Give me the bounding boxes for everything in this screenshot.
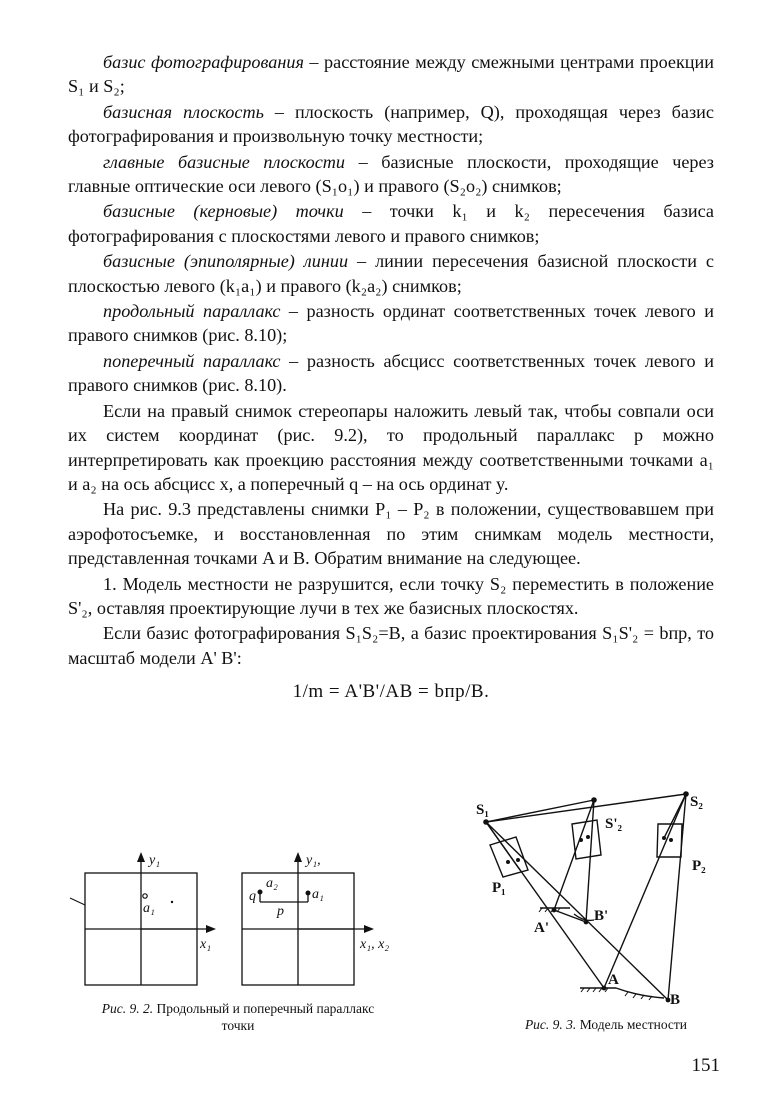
photo-base-line (486, 794, 686, 822)
label-p: p (277, 904, 284, 919)
point-Bprime (584, 920, 589, 925)
term: базис фотографирования (103, 52, 304, 72)
label-S2: S₂ (690, 794, 703, 810)
projection-base-line (486, 800, 594, 822)
label-B: B (670, 992, 681, 1008)
label-y1-right: y₁, (306, 853, 321, 868)
term: главные базисные плоскости (103, 151, 346, 172)
paragraph-6 (68, 299, 714, 348)
label-a1-right: a₁ (312, 887, 324, 902)
caption-number: Рис. 9. 2. (101, 1001, 154, 1016)
definition: – базисные плоскости, проходящие через главные оптические оси левого (S₁o₁) и правого (S₂o₂) снимков; (68, 151, 714, 197)
point-Aprime (552, 908, 557, 913)
scale-formula: 1/m = A'B'/AB = bпр/B. (292, 681, 490, 703)
point-a2-dot (258, 890, 263, 895)
paragraph-10: 1. Модель местности не разрушится, если точку S₂ переместить в положение S'₂, оставляя проектирующие лучи в тех же базисных плоскостях. (68, 573, 714, 618)
caption-text: Модель местности (579, 1017, 688, 1032)
caption-text: Продольный и поперечный параллакс точки (156, 1001, 375, 1033)
paragraph-3 (68, 150, 714, 199)
label-P1: P₁ (492, 880, 506, 896)
arrow-right-icon (364, 925, 374, 933)
figure-9-3-caption (476, 1016, 736, 1033)
definition: – линии пересечения базисной плоскости с плоскостью левого (k₁a₁) и правого (k₂a₂) снимков; (68, 251, 714, 296)
label-x1: x₁ (200, 937, 212, 952)
definition: – расстояние между смежными центрами проекции S₁ и S₂; (68, 52, 714, 97)
point-a1-dot (306, 891, 311, 896)
definition: – разность абсцисс соответственных точек левого и правого снимков (рис. 8.10). (68, 350, 714, 396)
arrow-up-icon (137, 852, 145, 862)
definition: – плоскость (например, Q), проходящая через базис фотографирования и произвольную точку местности; (68, 101, 714, 147)
term: базисные (керновые) точки (103, 201, 344, 222)
term: продольный параллакс (103, 301, 281, 322)
label-a1-left: a₁ (143, 901, 155, 916)
term: базисная плоскость (103, 101, 264, 122)
label-x1-x2: x₁, x₂ (360, 937, 390, 952)
paragraph-7 (68, 349, 714, 398)
label-Bprime: B' (594, 908, 609, 924)
label-y1: y₁ (149, 853, 161, 868)
label-a2: a₂ (266, 876, 278, 891)
term: базисные (эпиполярные) линии (103, 251, 349, 272)
paragraph-2 (68, 100, 714, 149)
figure-terrain-model (468, 782, 728, 1022)
definition: – разность ординат соответственных точек левого и правого снимков (рис. 8.10); (68, 301, 714, 346)
page-number: 151 (691, 1055, 720, 1076)
point-S2prime (591, 797, 597, 803)
label-Aprime: A' (534, 920, 549, 936)
label-A: A (608, 972, 619, 988)
label-S1: S₁ (476, 802, 489, 818)
label-S2prime: S'₂ (605, 816, 623, 832)
paragraph-1 (68, 50, 714, 99)
body-text (68, 50, 714, 705)
figure-9-2-caption (88, 1000, 388, 1034)
paragraph-9: На рис. 9.3 представлены снимки P₁ – P₂ в положении, существовавшем при аэрофотосъемке, и восстановленная по этим снимкам модель местности, представленная точками A и B. Обратим внимание на следующее. (68, 499, 714, 569)
paragraph-11: Если базис фотографирования S₁S₂=B, а базис проектирования S₁S'₂ = bпр, то масштаб модели A' B': (68, 623, 714, 668)
label-q: q (249, 889, 256, 904)
point-a1-open-dot (143, 894, 147, 898)
arrow-right-icon (206, 925, 216, 933)
paragraph-8: Если на правый снимок стереопары наложить левый так, чтобы совпали оси их систем координат (рис. 9.2), то продольный параллакс p можно интерпретировать как проекцию расстояния между соответственными точками a₁ и a₂ на ось абсцисс x, а поперечный q – на ось ординат y. (68, 400, 714, 494)
label-P2: P₂ (692, 858, 706, 874)
caption-number: Рис. 9. 3. (524, 1017, 577, 1032)
paragraph-5 (68, 249, 714, 298)
photo-S2prime (572, 820, 601, 859)
paragraph-4 (68, 199, 714, 248)
figure-parallax (60, 840, 400, 1000)
point-S1 (483, 819, 489, 825)
definition: – точки k₁ и k₂ пересечения базиса фотографирования с плоскостями левого и правого снимков; (68, 201, 714, 246)
term: поперечный параллакс (103, 350, 281, 371)
arrow-up-icon (294, 852, 302, 862)
point-S2 (683, 791, 689, 797)
point-A (602, 986, 607, 991)
